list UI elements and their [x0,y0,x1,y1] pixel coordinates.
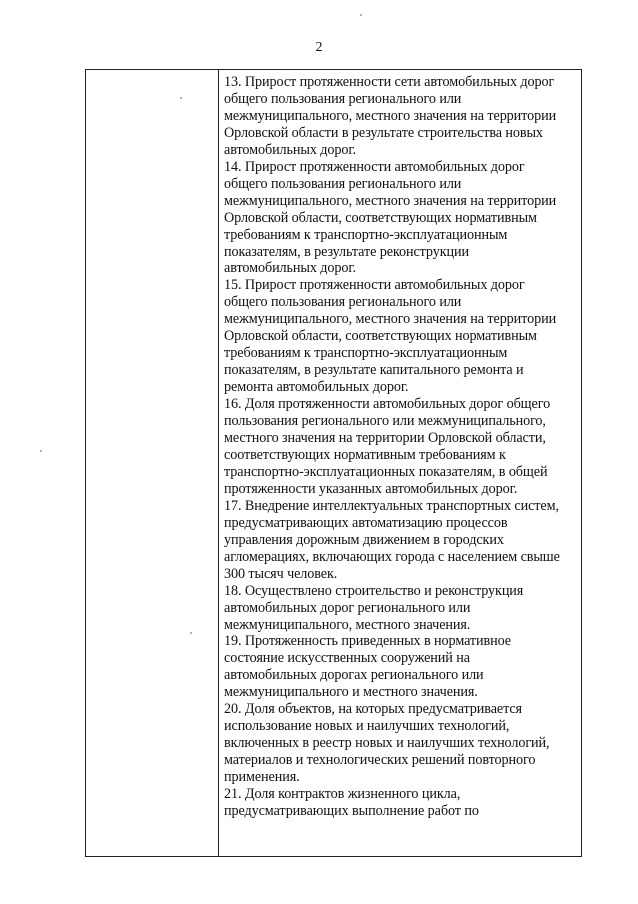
text-line: межмуниципального, местного значения. [224,616,471,633]
text-line: протяженности указанных автомобильных дорог. [224,480,518,497]
text-line: общего пользования регионального или [224,294,462,311]
text-line: межмуниципального, местного значения на территории [224,107,557,124]
text-line: управления дорожным движением в городских [224,531,504,548]
scan-speck [360,14,362,16]
text-line: предусматривающих автоматизацию процессов [224,514,508,531]
list-item [224,701,580,786]
scan-speck [190,632,192,634]
text-line: пользования регионального или межмуниципального, [224,413,546,430]
text-line: предусматривающих выполнение работ по [224,802,479,819]
text-line: 19. Протяженность приведенных в нормативное [224,633,511,650]
text-line: 21. Доля контрактов жизненного цикла, [224,786,461,803]
text-line: Орловской области в результате строительства новых [224,124,543,141]
page-number: 2 [315,40,323,55]
text-line: 18. Осуществлено строительство и реконструкция [224,582,524,599]
text-line: Орловской области, соответствующих нормативным [224,209,537,226]
text-line: транспортно-эксплуатационных показателям, в общей [224,463,548,480]
text-line: включенных в реестр новых и наилучших технологий, [224,735,550,752]
text-line: материалов и технологических решений повторного [224,752,536,769]
text-line: 14. Прирост протяженности автомобильных дорог [224,158,525,175]
text-line: местного значения на территории Орловской области, [224,430,546,447]
list-item [224,786,580,820]
text-line: показателям, в результате капитального ремонта и [224,362,524,379]
scan-speck [40,450,42,452]
text-line: межмуниципального, местного значения на территории [224,311,557,328]
text-line: соответствующих нормативным требованиям к [224,446,506,463]
text-line: автомобильных дорогах регионального или [224,667,484,684]
text-line: Орловской области, соответствующих нормативным [224,328,537,345]
text-line: ремонта автомобильных дорог. [224,379,409,396]
text-line: требованиям к транспортно-эксплуатационным [224,226,508,243]
text-line: использование новых и наилучших технологий, [224,718,510,735]
table [85,69,582,857]
list-item [224,633,580,701]
table-left-cell [86,70,218,856]
text-line: автомобильных дорог регионального или [224,599,471,616]
text-line: межмуниципального и местного значения. [224,684,478,701]
list-item [224,159,580,278]
text-line: 16. Доля протяженности автомобильных дорог общего [224,396,551,413]
text-line: 13. Прирост протяженности сети автомобильных дорог [224,74,555,90]
list-item [224,396,580,498]
list-item [224,74,580,159]
scan-speck [180,97,182,99]
text-line: агломерациях, включающих города с населением свыше [224,548,560,565]
list-item [224,583,580,634]
text-line: состояние искусственных сооружений на [224,650,470,667]
text-line: 300 тысяч человек. [224,565,338,582]
text-line: межмуниципального, местного значения на территории [224,192,557,209]
text-line: показателям, в результате реконструкции [224,243,470,260]
text-line: общего пользования регионального или [224,90,462,107]
list-item [224,498,580,583]
text-line: требованиям к транспортно-эксплуатационным [224,345,508,362]
text-line: 15. Прирост протяженности автомобильных дорог [224,277,525,294]
text-line: 20. Доля объектов, на которых предусматривается [224,701,522,718]
text-line: 17. Внедрение интеллектуальных транспортных систем, [224,497,559,514]
list-item [224,277,580,396]
table-right-cell [224,74,580,820]
text-line: применения. [224,769,300,786]
column-divider [218,70,219,856]
text-line: автомобильных дорог. [224,260,356,277]
text-line: общего пользования регионального или [224,175,462,192]
text-line: автомобильных дорог. [224,141,356,158]
